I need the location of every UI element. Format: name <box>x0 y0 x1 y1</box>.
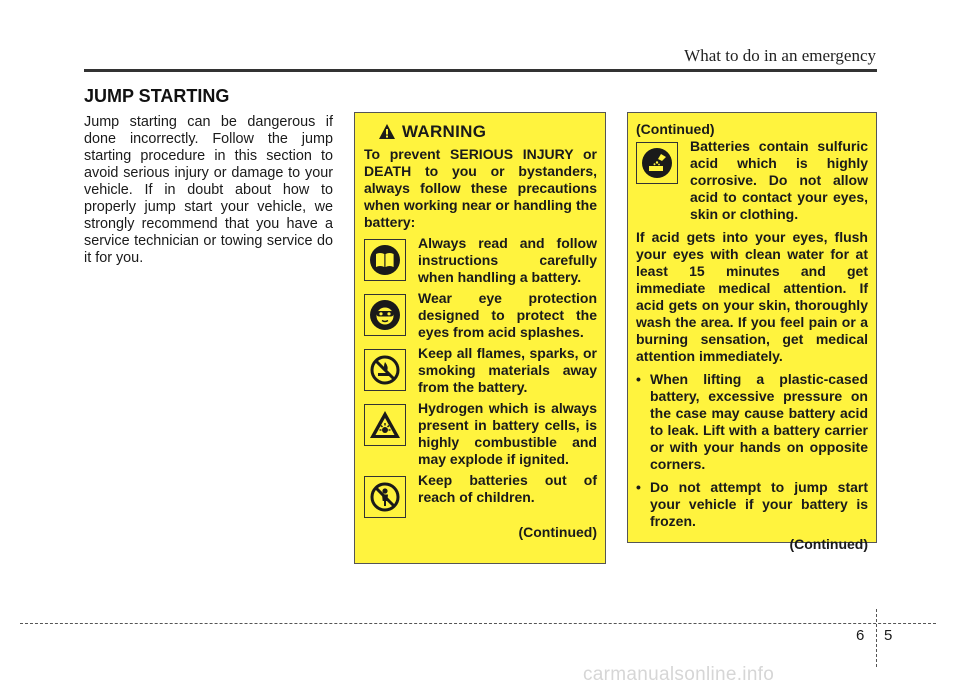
warning-triangle-icon <box>378 123 396 140</box>
bullet-dot: • <box>636 479 641 495</box>
warning-heading <box>378 123 597 140</box>
bullet-text: Do not attempt to jump start your vehicle if your battery is frozen. <box>650 479 868 529</box>
bullet-item <box>636 371 868 473</box>
eye-protection-icon <box>364 294 406 336</box>
explosive-icon <box>364 404 406 446</box>
warning-item <box>364 345 597 396</box>
warning-item <box>364 235 597 286</box>
warning-item <box>364 400 597 468</box>
continued-top-label: (Continued) <box>636 121 715 137</box>
bullet-text: When lifting a plastic-cased battery, excessive pressure on the case may cause battery acid to leak. Lift with a battery carrier or with your hands on opposite corners. <box>650 371 868 472</box>
continued-warning-box <box>627 112 877 552</box>
intro-paragraph: Jump starting can be dangerous if done incorrectly. Follow the jump starting procedure in this section to avoid serious injury or damage to your vehicle. If in doubt about how to properly jump start your vehicle, we strongly recommend that you have a service technician or towing service do it for you. <box>84 114 333 266</box>
warning-item <box>364 290 597 341</box>
keep-away-children-icon <box>364 476 406 518</box>
manual-book-icon <box>364 239 406 281</box>
warning-item-text: Wear eye protection designed to protect the eyes from acid splashes. <box>418 290 597 340</box>
bullet-item <box>636 479 868 530</box>
running-header: What to do in an emergency <box>684 46 876 65</box>
acid-warning-item <box>636 138 868 223</box>
warning-item-text: Keep batteries out of reach of children. <box>418 472 597 505</box>
warning-box <box>354 112 606 564</box>
warning-lead: To prevent SERIOUS INJURY or DEATH to you or bystanders, always follow these precautions when working near or handling the battery: <box>364 146 597 230</box>
page-number: 5 <box>884 627 893 644</box>
section-title: JUMP STARTING <box>84 86 230 106</box>
warning-item-text: Hydrogen which is always present in battery cells, is highly combustible and may explode if ignited. <box>418 400 597 467</box>
section-number: 6 <box>856 627 865 644</box>
footer-rule <box>20 623 936 624</box>
page-number-divider <box>876 609 877 667</box>
continued-label: (Continued) <box>518 524 597 540</box>
warning-title: WARNING <box>402 122 487 141</box>
bullet-dot: • <box>636 371 641 387</box>
acid-warning-text: Batteries contain sulfuric acid which is highly corrosive. Do not allow acid to contact your eyes, skin or clothing. <box>690 138 868 222</box>
warning-item-text: Keep all flames, sparks, or smoking materials away from the battery. <box>418 345 597 395</box>
acid-first-aid-paragraph: If acid gets into your eyes, flush your eyes with clean water for at least 15 minutes and get immediate medical attention. If acid gets on your skin, thoroughly wash the area. If you feel pain or a burning sensation, get medical attention immediately. <box>636 229 868 364</box>
corrosive-acid-icon <box>636 142 678 184</box>
warning-item <box>364 472 597 518</box>
watermark: carmanualsonline.info <box>583 664 775 685</box>
no-flames-icon <box>364 349 406 391</box>
continued-label: (Continued) <box>789 536 868 552</box>
header-rule <box>84 69 877 72</box>
warning-item-text: Always read and follow instructions carefully when handling a battery. <box>418 235 597 285</box>
